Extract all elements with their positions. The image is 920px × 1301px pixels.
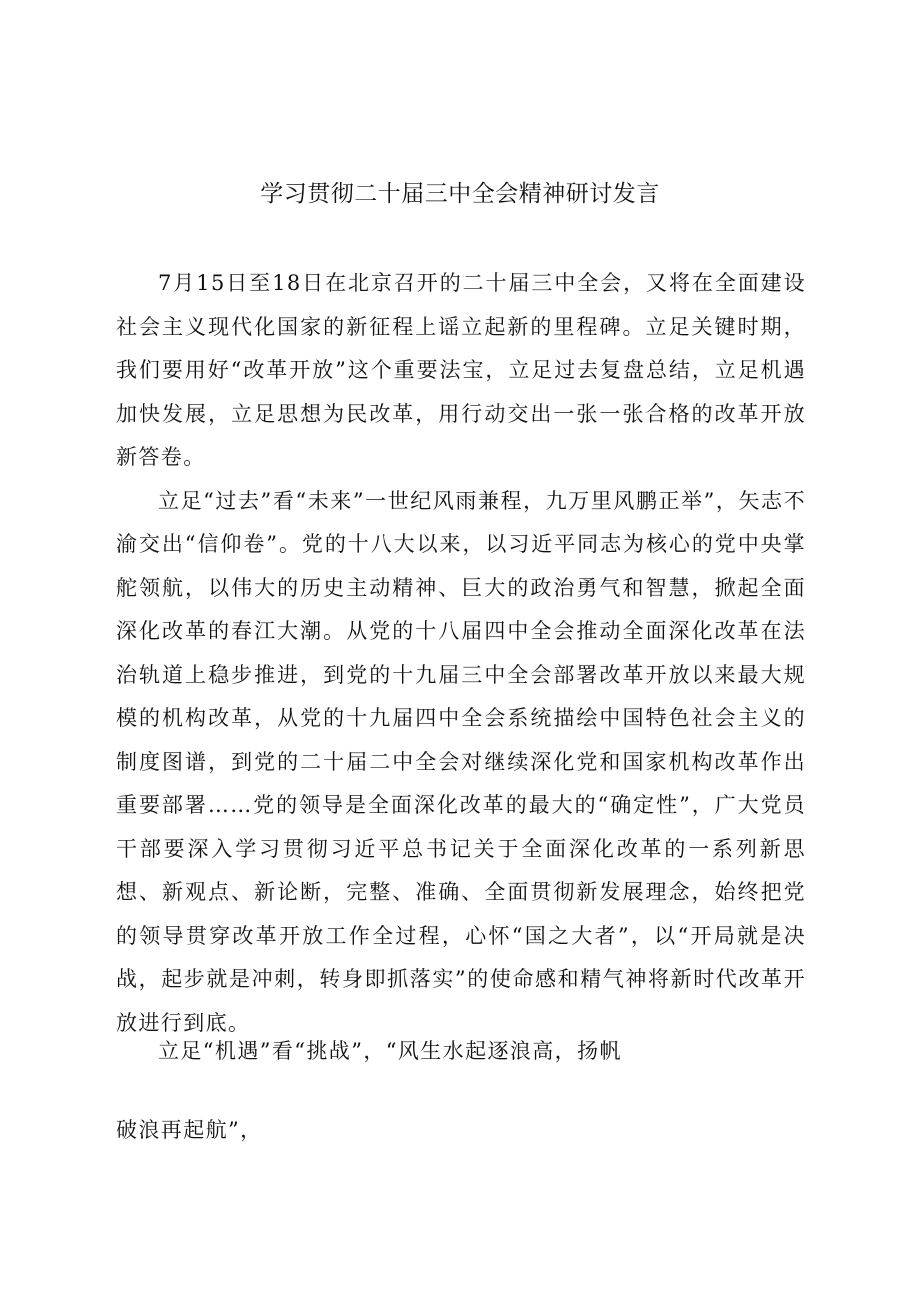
paragraph-line: 立足“机遇”看“挑战”，“风生水起逐浪高，扬帆	[158, 1039, 622, 1063]
paragraph-line: 破浪再起航”，	[116, 1117, 263, 1142]
paragraph-intro: 7月15日至18日在北京召开的二十届三中全会，又将在全面建设社会主义现代化国家的新征程上谣立起新的里程碑。立足关键时期，我们要用好“改革开放”这个重要法宝，立足过去复盘总结，立足机遇加快发展，立足思想为民改革，用行动交出一张一张合格的改革开放新答卷。	[116, 271, 806, 469]
document-body	[116, 262, 806, 1045]
paragraph-opportunity-challenge	[116, 1030, 806, 1152]
document-title: 学习贯彻二十届三中全会精神研讨发言	[260, 181, 660, 207]
paragraph-past-future: 立足“过去”看“未来”一世纪风雨兼程，九万里风鹏正举”，矢志不渝交出“信仰卷”。党的十八大以来，以习近平同志为核心的党中央掌舵领航，以伟大的历史主动精神、巨大的政治勇气和智慧，掀起全面深化改革的春江大潮。从党的十八届四中全会推动全面深化改革在法治轨道上稳步推进，到党的十九届三中全会部署改革开放以来最大规模的机构改革，从党的十九届四中全会系统描绘中国特色社会主义的制度图谱，到党的二十届二中全会对继续深化党和国家机构改革作出重要部署……党的领导是全面深化改革的最大的“确定性”，广大党员干部要深入学习贯彻习近平总书记关于全面深化改革的一系列新思想、新观点、新论断，完整、准确、全面贯彻新发展理念，始终把党的领导贯穿改革开放工作全过程，心怀“国之大者”，以“开局就是决战，起步就是冲刺，转身即抓落实”的使命感和精气神将新时代改革开放进行到底。	[116, 488, 806, 1035]
